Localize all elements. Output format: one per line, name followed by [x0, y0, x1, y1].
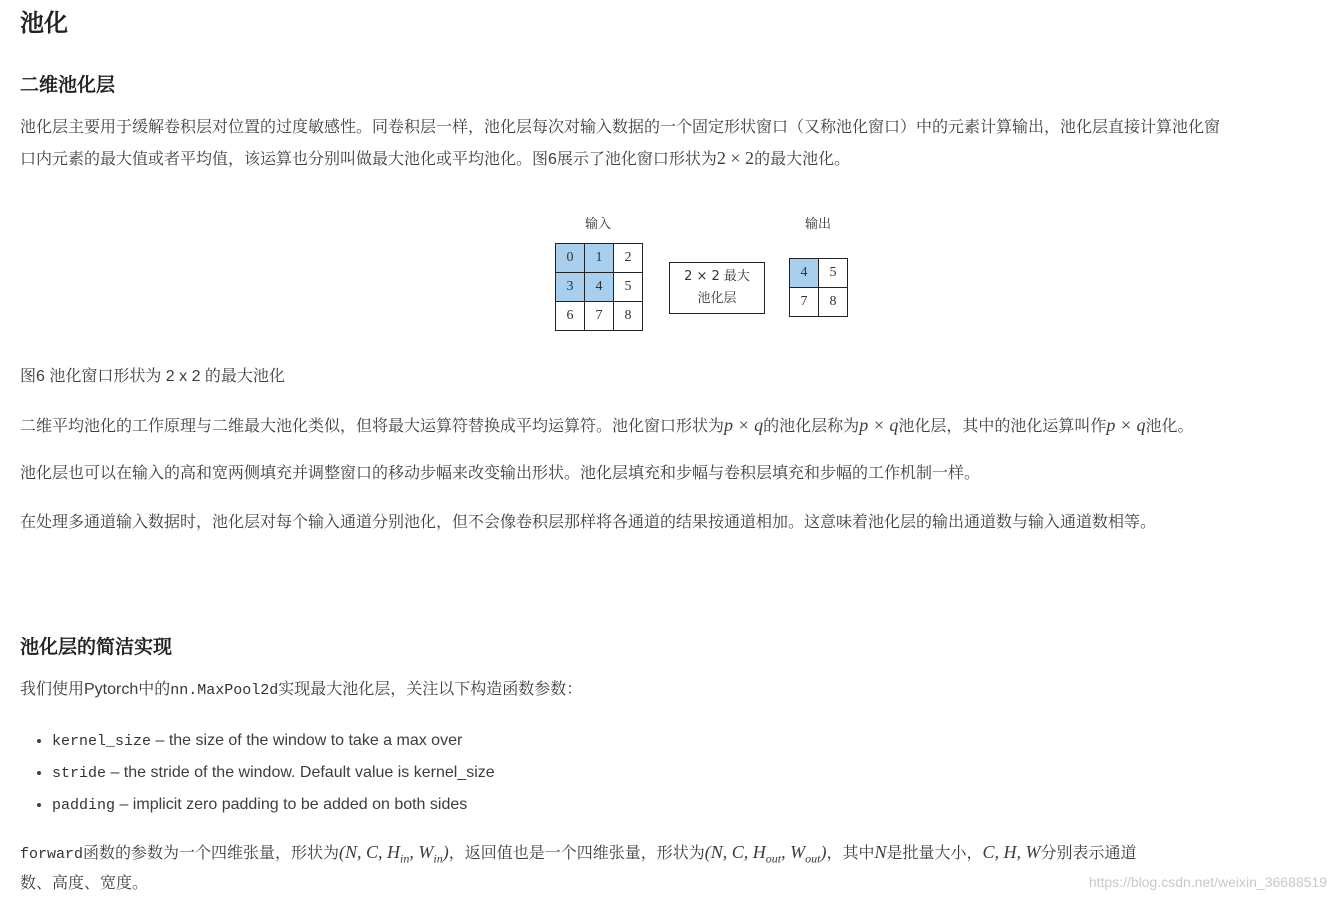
paragraph-padding-stride: 池化层也可以在输入的高和宽两侧填充并调整窗口的移动步幅来改变输出形状。池化层填充和步幅与卷积层填充和步幅的工作机制一样。 — [20, 465, 981, 482]
paragraph-intro-line1: 池化层主要用于缓解卷积层对位置的过度敏感性。同卷积层一样，池化层每次对输入数据的一个固定形状窗口（又称池化窗口）中的元素计算输出，池化层直接计算池化窗 — [20, 119, 1221, 136]
page-title: 池化 — [20, 10, 68, 37]
max-pooling-figure — [535, 205, 875, 345]
math-chw: C, H, W — [982, 842, 1041, 862]
math-pxq: p × q — [859, 415, 899, 435]
paragraph-forward-line2: 数、高度、宽度。 — [20, 875, 149, 892]
input-cell: 7 — [585, 302, 614, 331]
math-output-shape: (N, C, $H_{out}$, $W_{out}$) — [704, 842, 827, 866]
inline-code-maxpool2d: nn.MaxPool2d — [170, 682, 279, 699]
output-cell: 5 — [819, 259, 848, 288]
math-input-shape: (N, C, $H_{in}$, $W_{in}$) — [339, 842, 449, 866]
section-heading-2d-pooling: 二维池化层 — [20, 75, 116, 96]
input-cell: 8 — [614, 302, 643, 331]
param-list — [20, 728, 495, 824]
input-cell: 1 — [585, 244, 614, 273]
paragraph-intro-line2: 口内元素的最大值或者平均值，该运算也分别叫做最大池化或平均池化。图6展示了池化窗口形状为2 × 2的最大池化。 — [20, 148, 851, 168]
paragraph-forward-line1: forward函数的参数为一个四维张量，形状为(N, C, $H_{in}$, $W_{in}$)，返回值也是一个四维张量，形状为(N, C, $H_{out}$, $W_{out}$)，其中N是批量大小，C, H, W分别表示通道 — [20, 842, 1137, 866]
output-cell: 8 — [819, 288, 848, 317]
list-item: • padding – implicit zero padding to be added on both sides — [52, 792, 495, 824]
section-heading-concise-impl: 池化层的简洁实现 — [20, 637, 173, 658]
output-grid — [789, 258, 848, 317]
input-label: 输入 — [585, 217, 612, 232]
input-cell: 0 — [556, 244, 585, 273]
input-cell: 3 — [556, 273, 585, 302]
input-cell: 6 — [556, 302, 585, 331]
watermark: https://blog.csdn.net/weixin_36688519 — [1088, 874, 1327, 890]
math-2x2: 2 × 2 — [716, 148, 755, 168]
math-pxq: p × q — [1106, 415, 1146, 435]
input-cell: 2 — [614, 244, 643, 273]
output-label: 输出 — [805, 217, 832, 232]
output-cell: 4 — [790, 259, 819, 288]
list-item: • kernel_size – the size of the window to take a max over — [52, 728, 495, 760]
math-pxq: p × q — [724, 415, 764, 435]
list-item: • stride – the stride of the window. Default value is kernel_size — [52, 760, 495, 792]
pooling-layer-box: 2 × 2 最大 池化层 — [669, 262, 765, 314]
param-name: stride — [52, 765, 107, 782]
input-cell: 5 — [614, 273, 643, 302]
paragraph-average-pooling: 二维平均池化的工作原理与二维最大池化类似，但将最大运算符替换成平均运算符。池化窗口形状为p × q的池化层称为p × q池化层，其中的池化运算叫作p × q池化。 — [20, 415, 1194, 435]
param-name: kernel_size — [52, 733, 152, 750]
paragraph-maxpool-intro: 我们使用Pytorch中的nn.MaxPool2d实现最大池化层，关注以下构造函数参数： — [20, 681, 583, 699]
figure-caption: 图6 池化窗口形状为 2 x 2 的最大池化 — [20, 368, 285, 385]
input-cell: 4 — [585, 273, 614, 302]
paragraph-multichannel: 在处理多通道输入数据时，池化层对每个输入通道分别池化，但不会像卷积层那样将各通道的结果按通道相加。这意味着池化层的输出通道数与输入通道数相等。 — [20, 514, 1157, 531]
input-grid — [555, 243, 643, 331]
output-cell: 7 — [790, 288, 819, 317]
param-name: padding — [52, 797, 116, 814]
math-n: N — [874, 842, 887, 862]
inline-code-forward: forward — [20, 846, 84, 863]
